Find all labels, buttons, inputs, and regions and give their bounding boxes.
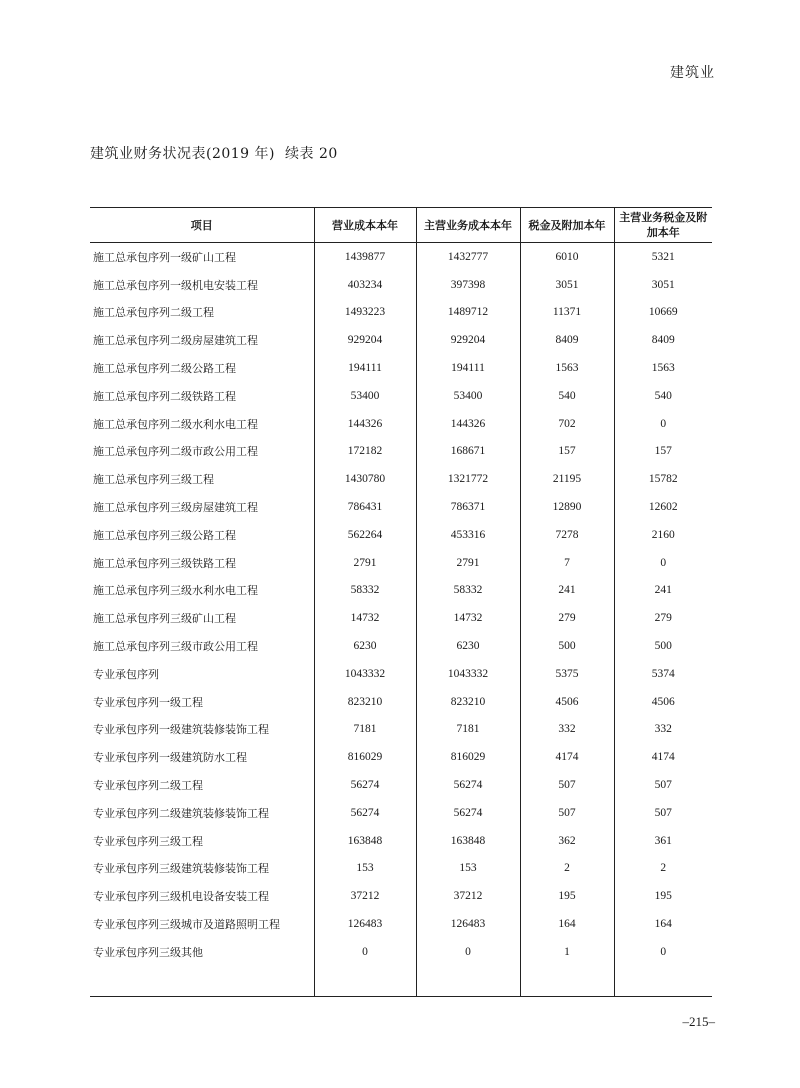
cell-main-business-taxes: 10669 — [614, 299, 712, 327]
table-body — [90, 243, 712, 997]
cell-main-business-taxes: 0 — [614, 549, 712, 577]
cell-main-business-cost: 56274 — [416, 771, 520, 799]
row-item-name: 施工总承包序列三级铁路工程 — [93, 556, 236, 570]
table-row — [90, 549, 712, 577]
cell-main-business-cost: 56274 — [416, 799, 520, 827]
cell-taxes-surcharges: 195 — [520, 882, 614, 910]
cell-operating-cost: 1439877 — [314, 243, 416, 271]
cell-taxes-surcharges: 3051 — [520, 271, 614, 299]
cell-taxes-surcharges: 2 — [520, 855, 614, 883]
cell-main-business-taxes: 0 — [614, 938, 712, 966]
cell-operating-cost: 823210 — [314, 688, 416, 716]
cell-operating-cost: 163848 — [314, 827, 416, 855]
column-header-main-business-cost: 主营业务成本本年 — [416, 208, 520, 243]
row-item-name: 施工总承包序列三级市政公用工程 — [93, 640, 258, 654]
cell-operating-cost: 1493223 — [314, 299, 416, 327]
cell-operating-cost: 14732 — [314, 604, 416, 632]
table-row — [90, 382, 712, 410]
cell-main-business-taxes: 157 — [614, 438, 712, 466]
cell-main-business-cost: 163848 — [416, 827, 520, 855]
cell-taxes-surcharges: 1563 — [520, 354, 614, 382]
spacer-cell — [520, 966, 614, 997]
cell-main-business-cost: 0 — [416, 938, 520, 966]
table-row — [90, 410, 712, 438]
cell-taxes-surcharges: 540 — [520, 382, 614, 410]
cell-main-business-taxes: 5321 — [614, 243, 712, 271]
table-row — [90, 271, 712, 299]
table-row — [90, 771, 712, 799]
cell-operating-cost: 6230 — [314, 632, 416, 660]
cell-main-business-taxes: 332 — [614, 716, 712, 744]
row-item-name: 施工总承包序列三级公路工程 — [93, 528, 236, 542]
cell-main-business-cost: 7181 — [416, 716, 520, 744]
cell-main-business-taxes: 361 — [614, 827, 712, 855]
cell-main-business-cost: 1432777 — [416, 243, 520, 271]
table-header-row — [90, 208, 712, 243]
row-item-name: 施工总承包序列二级工程 — [93, 306, 214, 320]
cell-taxes-surcharges: 5375 — [520, 660, 614, 688]
row-item-name: 施工总承包序列二级铁路工程 — [93, 389, 236, 403]
cell-operating-cost: 58332 — [314, 577, 416, 605]
table-row — [90, 716, 712, 744]
cell-main-business-taxes: 4506 — [614, 688, 712, 716]
cell-taxes-surcharges: 702 — [520, 410, 614, 438]
table-title — [90, 143, 338, 163]
table-row — [90, 493, 712, 521]
cell-taxes-surcharges: 332 — [520, 716, 614, 744]
cell-taxes-surcharges: 4174 — [520, 743, 614, 771]
cell-main-business-cost: 397398 — [416, 271, 520, 299]
cell-main-business-taxes: 164 — [614, 910, 712, 938]
cell-main-business-cost: 1489712 — [416, 299, 520, 327]
cell-taxes-surcharges: 164 — [520, 910, 614, 938]
table-row — [90, 465, 712, 493]
row-item-name: 专业承包序列三级建筑装修装饰工程 — [93, 862, 269, 876]
cell-main-business-cost: 1321772 — [416, 465, 520, 493]
table-row — [90, 938, 712, 966]
cell-main-business-cost: 816029 — [416, 743, 520, 771]
cell-taxes-surcharges: 7278 — [520, 521, 614, 549]
cell-taxes-surcharges: 500 — [520, 632, 614, 660]
cell-taxes-surcharges: 7 — [520, 549, 614, 577]
cell-main-business-cost: 2791 — [416, 549, 520, 577]
financial-table-container — [90, 207, 712, 997]
row-item-name: 施工总承包序列二级公路工程 — [93, 362, 236, 376]
cell-main-business-cost: 58332 — [416, 577, 520, 605]
cell-main-business-cost: 37212 — [416, 882, 520, 910]
row-item-name: 施工总承包序列三级工程 — [93, 473, 214, 487]
table-row — [90, 299, 712, 327]
cell-operating-cost: 37212 — [314, 882, 416, 910]
table-row — [90, 521, 712, 549]
cell-main-business-cost: 823210 — [416, 688, 520, 716]
cell-taxes-surcharges: 21195 — [520, 465, 614, 493]
cell-main-business-taxes: 540 — [614, 382, 712, 410]
row-item-name: 施工总承包序列三级水利水电工程 — [93, 584, 258, 598]
cell-main-business-taxes: 12602 — [614, 493, 712, 521]
cell-taxes-surcharges: 362 — [520, 827, 614, 855]
cell-main-business-taxes: 241 — [614, 577, 712, 605]
row-item-name: 专业承包序列三级工程 — [93, 834, 203, 848]
cell-taxes-surcharges: 8409 — [520, 326, 614, 354]
table-row — [90, 799, 712, 827]
table-row — [90, 910, 712, 938]
cell-main-business-cost: 929204 — [416, 326, 520, 354]
cell-main-business-taxes: 8409 — [614, 326, 712, 354]
cell-main-business-taxes: 195 — [614, 882, 712, 910]
row-item-name: 施工总承包序列一级机电安装工程 — [93, 278, 258, 292]
cell-main-business-taxes: 1563 — [614, 354, 712, 382]
cell-main-business-cost: 14732 — [416, 604, 520, 632]
cell-operating-cost: 403234 — [314, 271, 416, 299]
cell-operating-cost: 0 — [314, 938, 416, 966]
cell-operating-cost: 786431 — [314, 493, 416, 521]
cell-main-business-cost: 786371 — [416, 493, 520, 521]
cell-operating-cost: 144326 — [314, 410, 416, 438]
cell-main-business-taxes: 2 — [614, 855, 712, 883]
table-row — [90, 243, 712, 271]
cell-taxes-surcharges: 11371 — [520, 299, 614, 327]
cell-operating-cost: 194111 — [314, 354, 416, 382]
spacer-cell — [90, 966, 314, 997]
cell-main-business-taxes: 507 — [614, 771, 712, 799]
spacer-cell — [614, 966, 712, 997]
table-row — [90, 660, 712, 688]
cell-main-business-taxes: 4174 — [614, 743, 712, 771]
table-row — [90, 855, 712, 883]
cell-main-business-cost: 144326 — [416, 410, 520, 438]
row-item-name: 专业承包序列一级建筑装修装饰工程 — [93, 723, 269, 737]
table-row — [90, 577, 712, 605]
row-item-name: 施工总承包序列三级矿山工程 — [93, 612, 236, 626]
cell-operating-cost: 562264 — [314, 521, 416, 549]
cell-taxes-surcharges: 157 — [520, 438, 614, 466]
cell-main-business-taxes: 3051 — [614, 271, 712, 299]
running-header: 建筑业 — [670, 65, 715, 81]
cell-main-business-taxes: 507 — [614, 799, 712, 827]
table-row — [90, 438, 712, 466]
cell-taxes-surcharges: 4506 — [520, 688, 614, 716]
table-row — [90, 354, 712, 382]
column-header-taxes-surcharges: 税金及附加本年 — [520, 208, 614, 243]
cell-operating-cost: 1430780 — [314, 465, 416, 493]
cell-main-business-taxes: 5374 — [614, 660, 712, 688]
cell-operating-cost: 53400 — [314, 382, 416, 410]
table-continuation: 续表 20 — [285, 146, 338, 162]
cell-main-business-cost: 1043332 — [416, 660, 520, 688]
cell-operating-cost: 816029 — [314, 743, 416, 771]
financial-table — [90, 207, 712, 997]
table-title-text: 建筑业财务状况表(2019 年) — [90, 146, 276, 162]
row-item-name: 专业承包序列二级建筑装修装饰工程 — [93, 806, 269, 820]
cell-operating-cost: 1043332 — [314, 660, 416, 688]
cell-operating-cost: 929204 — [314, 326, 416, 354]
row-item-name: 专业承包序列三级城市及道路照明工程 — [93, 918, 280, 932]
spacer-cell — [416, 966, 520, 997]
row-item-name: 专业承包序列一级工程 — [93, 695, 203, 709]
cell-main-business-cost: 168671 — [416, 438, 520, 466]
table-row — [90, 604, 712, 632]
cell-taxes-surcharges: 279 — [520, 604, 614, 632]
cell-operating-cost: 153 — [314, 855, 416, 883]
cell-taxes-surcharges: 6010 — [520, 243, 614, 271]
cell-main-business-taxes: 500 — [614, 632, 712, 660]
table-row — [90, 743, 712, 771]
cell-taxes-surcharges: 507 — [520, 799, 614, 827]
cell-main-business-cost: 126483 — [416, 910, 520, 938]
table-row — [90, 882, 712, 910]
row-item-name: 施工总承包序列二级市政公用工程 — [93, 445, 258, 459]
cell-main-business-cost: 194111 — [416, 354, 520, 382]
row-item-name: 施工总承包序列三级房屋建筑工程 — [93, 501, 258, 515]
cell-main-business-taxes: 15782 — [614, 465, 712, 493]
table-row — [90, 827, 712, 855]
cell-taxes-surcharges: 12890 — [520, 493, 614, 521]
table-row — [90, 326, 712, 354]
cell-main-business-taxes: 2160 — [614, 521, 712, 549]
column-header-operating-cost: 营业成本本年 — [314, 208, 416, 243]
row-item-name: 施工总承包序列二级水利水电工程 — [93, 417, 258, 431]
cell-operating-cost: 2791 — [314, 549, 416, 577]
row-item-name: 施工总承包序列二级房屋建筑工程 — [93, 334, 258, 348]
cell-main-business-taxes: 279 — [614, 604, 712, 632]
cell-operating-cost: 56274 — [314, 771, 416, 799]
row-item-name: 专业承包序列一级建筑防水工程 — [93, 751, 247, 765]
page-number: –215– — [682, 1014, 715, 1029]
row-item-name: 施工总承包序列一级矿山工程 — [93, 250, 236, 264]
table-row — [90, 688, 712, 716]
cell-main-business-taxes: 0 — [614, 410, 712, 438]
column-header-main-business-taxes: 主营业务税金及附加本年 — [614, 208, 712, 243]
cell-operating-cost: 56274 — [314, 799, 416, 827]
cell-operating-cost: 126483 — [314, 910, 416, 938]
column-header-item: 项目 — [90, 208, 314, 243]
table-bottom-spacer — [90, 966, 712, 997]
cell-main-business-cost: 153 — [416, 855, 520, 883]
table-row — [90, 632, 712, 660]
cell-main-business-cost: 53400 — [416, 382, 520, 410]
cell-taxes-surcharges: 1 — [520, 938, 614, 966]
cell-operating-cost: 172182 — [314, 438, 416, 466]
cell-main-business-cost: 453316 — [416, 521, 520, 549]
cell-operating-cost: 7181 — [314, 716, 416, 744]
cell-main-business-cost: 6230 — [416, 632, 520, 660]
row-item-name: 专业承包序列 — [93, 667, 159, 681]
row-item-name: 专业承包序列三级机电设备安装工程 — [93, 890, 269, 904]
cell-taxes-surcharges: 241 — [520, 577, 614, 605]
spacer-cell — [314, 966, 416, 997]
row-item-name: 专业承包序列二级工程 — [93, 779, 203, 793]
row-item-name: 专业承包序列三级其他 — [93, 945, 203, 959]
cell-taxes-surcharges: 507 — [520, 771, 614, 799]
